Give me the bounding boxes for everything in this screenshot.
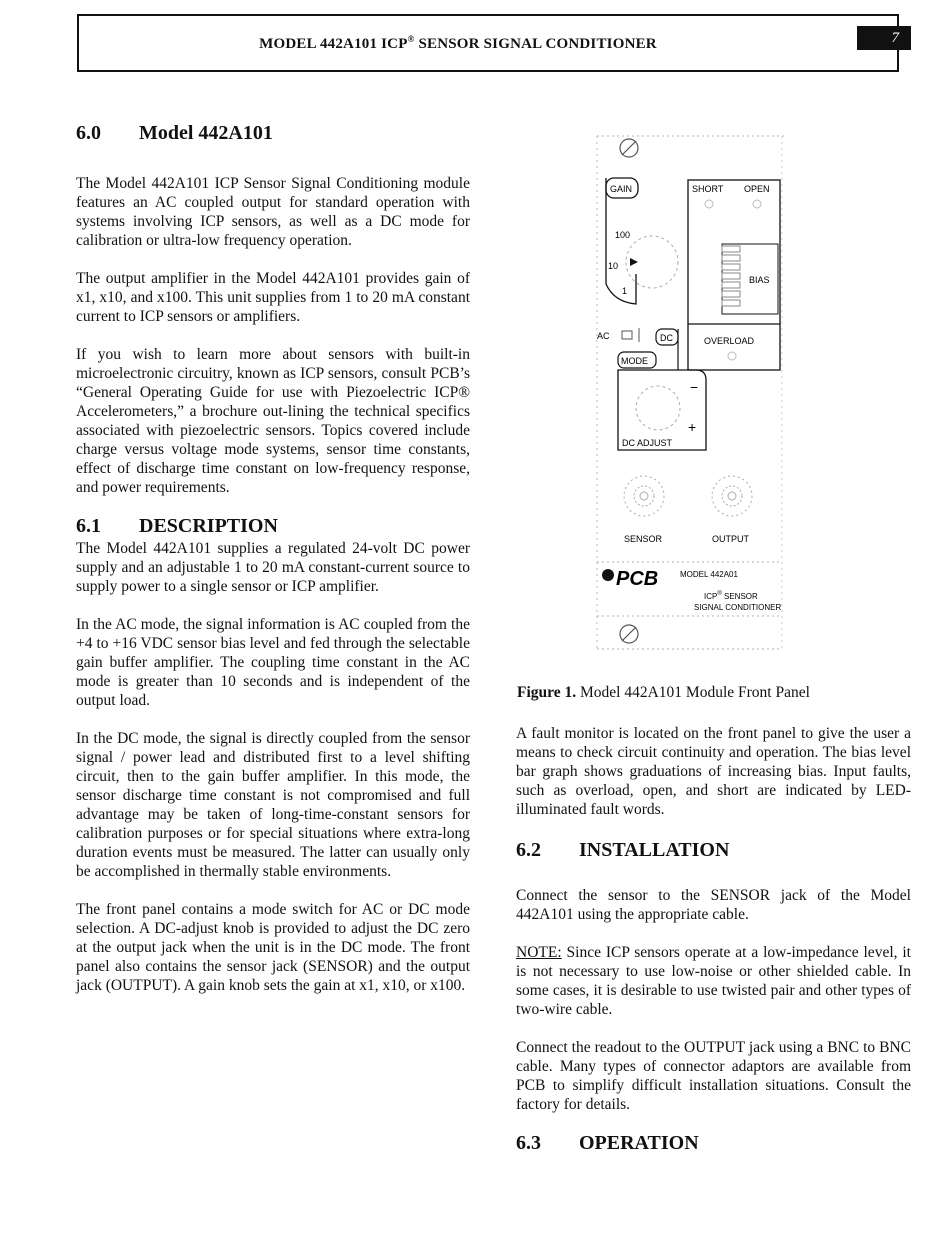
figure-caption: Figure 1. Model 442A101 Module Front Panel bbox=[517, 684, 810, 701]
gain-knob-icon bbox=[626, 236, 678, 288]
svg-text:100: 100 bbox=[615, 230, 631, 240]
section-heading-6-0: 6.0 Model 442A101 bbox=[76, 122, 273, 144]
paragraph: Connect the sensor to the SENSOR jack of the Model 442A101 using the appropriate cable. bbox=[516, 887, 911, 923]
paragraph: In the AC mode, the signal information is AC coupled from the +4 to +16 VDC sensor bias level and fed through the selectable gain buffer amplifier. The coupling time constant in the AC mode is greater than 10 seconds and is independent of the output load. bbox=[76, 616, 470, 709]
svg-text:SIGNAL CONDITIONER: SIGNAL CONDITIONER bbox=[694, 603, 782, 612]
right-column bbox=[516, 724, 911, 1153]
svg-text:AC: AC bbox=[597, 331, 610, 341]
output-jack-icon bbox=[712, 476, 752, 516]
paragraph: The front panel contains a mode switch for AC or DC mode selection. A DC-adjust knob is provided to adjust the DC zero at the output jack when the unit is in the DC mode. The front panel also contains the sensor jack (SENSOR) and the output jack (OUTPUT). A gain knob sets the gain at x1, x10, or x100. bbox=[76, 901, 470, 994]
svg-text:PCB: PCB bbox=[616, 568, 659, 590]
svg-text:−: − bbox=[690, 379, 699, 395]
paragraph: If you wish to learn more about sensors with built-in microelectronic circuitry, known as ICP sensors, consult PCB’s “General Operating Guide for use with Piezoelectric ICP® Accelerometers,” a brochure out-lining the technical specifics associated with piezoelectric sensors. Topics covered include charge versus voltage mode systems, sensor time constants, effect of discharge time constant on low-frequency response, and power requirements. bbox=[76, 346, 470, 496]
svg-text:MODE: MODE bbox=[621, 356, 648, 366]
dc-adjust-knob-icon bbox=[636, 386, 680, 430]
svg-text:OUTPUT: OUTPUT bbox=[712, 534, 749, 544]
note-label: NOTE: bbox=[516, 944, 562, 961]
svg-text:10: 10 bbox=[608, 261, 619, 271]
svg-text:SENSOR: SENSOR bbox=[624, 534, 663, 544]
note-paragraph: NOTE: Since ICP sensors operate at a low-impedance level, it is not necessary to use low-noise or other shielded cable. In some cases, it is desirable to use twisted pair and other types of two-wire cable. bbox=[516, 944, 911, 1018]
svg-text:DC ADJUST: DC ADJUST bbox=[622, 438, 673, 448]
svg-text:1: 1 bbox=[622, 286, 628, 296]
paragraph: The Model 442A101 supplies a regulated 24-volt DC power supply and an adjustable 1 to 20 mA constant-current source to supply power to a single sensor or ICP amplifier. bbox=[76, 540, 470, 595]
svg-text:OVERLOAD: OVERLOAD bbox=[704, 336, 755, 346]
page-number: 7 bbox=[857, 26, 911, 50]
svg-text:BIAS: BIAS bbox=[749, 275, 770, 285]
paragraph: Connect the readout to the OUTPUT jack using a BNC to BNC cable. Many types of connector adaptors are available from PCB to simplify difficult installation situations. Consult the factory for details. bbox=[516, 1039, 911, 1113]
paragraph: The output amplifier in the Model 442A101 provides gain of x1, x10, and x100. This unit supplies from 1 to 20 mA constant current to ICP sensors or amplifiers. bbox=[76, 270, 470, 325]
bias-bar-graph-icon bbox=[722, 246, 740, 306]
gain-label: GAIN bbox=[610, 184, 633, 194]
header-title: MODEL 442A101 ICP® SENSOR SIGNAL CONDITIONER bbox=[259, 34, 657, 52]
svg-text:OPEN: OPEN bbox=[744, 184, 770, 194]
svg-text:SHORT: SHORT bbox=[692, 184, 724, 194]
svg-text:DC: DC bbox=[660, 333, 673, 343]
paragraph: In the DC mode, the signal is directly coupled from the sensor signal / power lead and distributed first to a level shifting circuit, then to the gain buffer amplifier. In this mode, the sensor discharge time constant is not compromised and full advantage may be taken of long-time-constant sensors for calibration purposes or for special situations where extra-long duration events must be measured. The latter can usually only be accomplished in thermally stable environments. bbox=[76, 730, 470, 880]
pcb-logo-icon bbox=[602, 568, 658, 590]
paragraph: A fault monitor is located on the front panel to give the user a means to check circuit continuity and operation. The bias level bar graph shows graduations of increasing bias. Input faults, such as overload, open, and short are indicated by LED-illuminated fault words. bbox=[516, 725, 911, 818]
front-panel-figure bbox=[594, 134, 788, 654]
paragraph: The Model 442A101 ICP Sensor Signal Conditioning module features an AC coupled output for standard operation with systems involving ICP sensors, as well as a DC mode for calibration or ultra-low frequency operation. bbox=[76, 175, 470, 249]
screw-icon bbox=[620, 625, 638, 643]
sensor-jack-icon bbox=[624, 476, 664, 516]
section-heading-6-3: 6.3 OPERATION bbox=[516, 1132, 699, 1154]
screw-icon bbox=[620, 139, 638, 157]
svg-text:MODEL 442A01: MODEL 442A01 bbox=[680, 570, 738, 579]
section-heading-6-2: 6.2 INSTALLATION bbox=[516, 839, 730, 861]
svg-text:+: + bbox=[688, 419, 697, 435]
page-header bbox=[77, 14, 899, 72]
left-column bbox=[76, 124, 470, 995]
svg-text:ICP® SENSOR: ICP® SENSOR bbox=[704, 591, 758, 601]
section-heading-6-1: 6.1 DESCRIPTION bbox=[76, 515, 278, 537]
